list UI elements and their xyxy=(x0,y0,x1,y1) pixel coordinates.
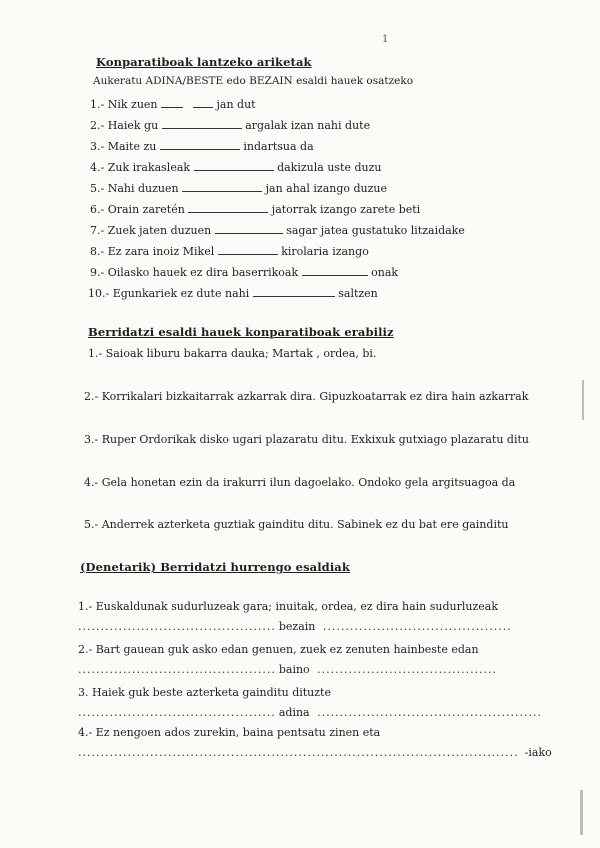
item-text-start: Oilasko hauek ez dira baserrikoak xyxy=(107,266,299,279)
exercise3-answer-line[interactable] xyxy=(78,620,512,633)
exercise2-item: 1.- Saioak liburu bakarra dauka; Martak , ordea, bi. xyxy=(88,347,377,360)
item-text-end: onak xyxy=(371,266,399,279)
dotted-blank[interactable]: ............................................ xyxy=(78,663,276,676)
exercise1-item xyxy=(90,244,369,258)
dotted-blank[interactable]: .................................................. xyxy=(312,706,542,719)
item-text-start: Haiek gu xyxy=(107,119,159,132)
section2-title: Berridatzi esaldi hauek konparatiboak erabiliz xyxy=(88,325,394,339)
scan-edge-mark xyxy=(580,790,583,835)
dotted-blank[interactable]: ............................................ xyxy=(78,706,276,719)
answer-blank[interactable] xyxy=(162,118,242,129)
item-text-start: Zuek jaten duzuen xyxy=(107,224,212,237)
item-text-start: Maite zu xyxy=(107,140,157,153)
item-text-end: indartsua da xyxy=(243,140,314,153)
answer-keyword: bezain xyxy=(278,620,316,633)
item-text-end: kirolaria izango xyxy=(281,245,369,258)
answer-blank[interactable] xyxy=(302,265,368,276)
dotted-blank[interactable]: ............................................ xyxy=(78,620,276,633)
page-number: 1 xyxy=(382,34,389,45)
section1-instruction: Aukeratu ADINA/BESTE edo BEZAIN esaldi hauek osatzeko xyxy=(93,75,414,87)
item-number: 2.- xyxy=(90,119,105,132)
item-text-start: Zuk irakasleak xyxy=(107,161,191,174)
item-text-start: Orain zaretén xyxy=(107,203,185,216)
exercise1-item xyxy=(90,97,256,111)
item-text-end: dakizula uste duzu xyxy=(277,161,382,174)
answer-blank[interactable] xyxy=(182,181,262,192)
answer-blank[interactable] xyxy=(253,286,335,297)
exercise2-item: 3.- Ruper Ordorikak disko ugari plazaratu ditu. Exkixuk gutxiago plazaratu ditu xyxy=(84,433,529,446)
exercise3-answer-line[interactable] xyxy=(78,663,497,676)
exercise1-item xyxy=(88,286,378,300)
item-number: 5.- xyxy=(90,182,105,195)
exercise3-sentence: 4.- Ez nengoen ados zurekin, baina pentsatu zinen eta xyxy=(78,726,381,739)
exercise1-item xyxy=(90,139,314,153)
answer-keyword: adina xyxy=(278,706,310,719)
exercise3-answer-line[interactable] xyxy=(78,706,542,719)
dotted-blank[interactable]: ........................................ xyxy=(312,663,498,676)
answer-blank[interactable] xyxy=(215,223,283,234)
item-number: 10.- xyxy=(88,287,110,300)
exercise3-sentence: 3. Haiek guk beste azterketa gainditu dituzte xyxy=(78,686,331,699)
exercise1-item xyxy=(90,160,381,174)
item-text-end: sagar jatea gustatuko litzaidake xyxy=(286,224,465,237)
item-number: 7.- xyxy=(90,224,105,237)
exercise2-item: 5.- Anderrek azterketa guztiak gainditu ditu. Sabinek ez du bat ere gainditu xyxy=(84,518,509,531)
item-text-end: argalak izan nahi dute xyxy=(245,119,371,132)
dotted-blank[interactable]: .................................................................................................. xyxy=(78,746,519,759)
item-number: 4.- xyxy=(90,161,105,174)
answer-keyword: baino xyxy=(278,663,310,676)
exercise1-item xyxy=(90,118,370,132)
item-text-end: jatorrak izango zarete beti xyxy=(271,203,421,216)
exercise1-item xyxy=(90,265,398,279)
exercise1-item xyxy=(90,181,387,195)
item-text-end: jan ahal izango duzue xyxy=(265,182,388,195)
item-number: 8.- xyxy=(90,245,105,258)
scan-edge-mark xyxy=(582,380,584,420)
exercise3-sentence: 2.- Bart gauean guk asko edan genuen, zuek ez zenuten hainbeste edan xyxy=(78,643,479,656)
section1-title: Konparatiboak lantzeko ariketak xyxy=(96,55,312,69)
item-number: 1.- xyxy=(90,98,105,111)
section3-title: (Denetarik) Berridatzi hurrengo esaldiak xyxy=(80,560,350,574)
item-text-start: Nik zuen xyxy=(107,98,158,111)
answer-blank[interactable] xyxy=(193,97,213,108)
item-number: 6.- xyxy=(90,203,105,216)
item-number: 3.- xyxy=(90,140,105,153)
answer-blank[interactable] xyxy=(194,160,274,171)
exercise1-item xyxy=(90,202,420,216)
item-text-end: saltzen xyxy=(338,287,378,300)
answer-blank[interactable] xyxy=(218,244,278,255)
exercise2-item: 2.- Korrikalari bizkaitarrak azkarrak dira. Gipuzkoatarrak ez dira hain azkarrak xyxy=(84,390,529,403)
exercise1-item xyxy=(90,223,465,237)
item-text-start: Ez zara inoiz Mikel xyxy=(107,245,215,258)
answer-blank[interactable] xyxy=(188,202,268,213)
item-text-end: jan dut xyxy=(216,98,256,111)
exercise2-item: 4.- Gela honetan ezin da irakurri ilun dagoelako. Ondoko gela argitsuagoa da xyxy=(84,476,516,489)
dotted-blank[interactable]: .......................................... xyxy=(318,620,512,633)
item-text-start: Egunkariek ez dute nahi xyxy=(112,287,250,300)
answer-suffix: -iako xyxy=(524,746,552,759)
item-text-start: Nahi duzuen xyxy=(107,182,179,195)
answer-blank[interactable] xyxy=(160,139,240,150)
exercise3-answer-line[interactable] xyxy=(78,746,552,759)
item-number: 9.- xyxy=(90,266,105,279)
answer-blank[interactable] xyxy=(161,97,183,108)
exercise3-sentence: 1.- Euskaldunak sudurluzeak gara; inuitak, ordea, ez dira hain sudurluzeak xyxy=(78,600,498,613)
